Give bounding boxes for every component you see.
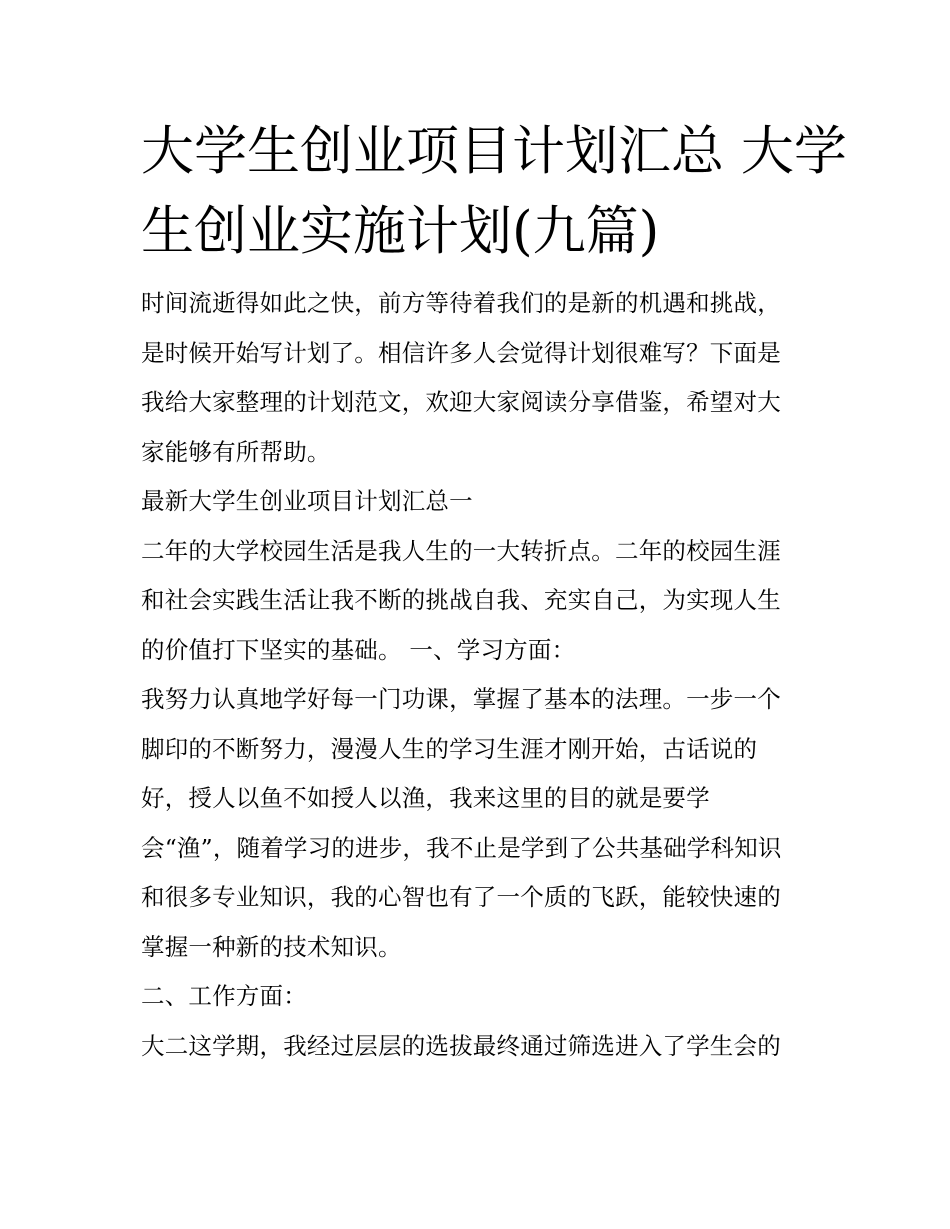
title-line: 大学生创业项目计划汇总 大学 bbox=[141, 121, 847, 182]
paragraph-line: 我给大家整理的计划范文，欢迎大家阅读分享借鉴，希望对大 bbox=[141, 388, 781, 416]
paragraph-line: 掌握一种新的技术知识。 bbox=[141, 932, 402, 961]
title-line: 生创业实施计划(九篇) bbox=[141, 201, 660, 262]
section-heading: 二、工作方面： bbox=[141, 982, 307, 1010]
document-title bbox=[141, 112, 847, 272]
paragraph-line: 二年的大学校园生活是我人生的一大转折点。二年的校园生涯 bbox=[141, 536, 781, 565]
paragraph-line: 好，授人以鱼不如授人以渔，我来这里的目的就是要学 bbox=[141, 784, 710, 812]
paragraph-line: 的价值打下坚实的基础。 一、学习方面： bbox=[141, 635, 576, 664]
document-body bbox=[141, 279, 821, 1071]
paragraph-line: 时间流逝得如此之快，前方等待着我们的是新的机遇和挑战， bbox=[141, 289, 781, 317]
paragraph-line: 会“渔”，随着学习的进步，我不止是学到了公共基础学科知识 bbox=[141, 833, 782, 862]
paragraph-line: 家能够有所帮助。 bbox=[141, 437, 331, 466]
section-heading: 最新大学生创业项目计划汇总一 bbox=[141, 487, 473, 515]
paragraph-line: 和社会实践生活让我不断的挑战自我、充实自己，为实现人生 bbox=[141, 586, 781, 614]
paragraph-line: 和很多专业知识，我的心智也有了一个质的飞跃，能较快速的 bbox=[141, 883, 781, 911]
paragraph-line: 脚印的不断努力，漫漫人生的学习生涯才刚开始，古话说的 bbox=[141, 734, 758, 763]
paragraph-line: 是时候开始写计划了。相信许多人会觉得计划很难写？下面是 bbox=[141, 338, 781, 367]
paragraph-line: 我努力认真地学好每一门功课，掌握了基本的法理。一步一个 bbox=[141, 685, 781, 713]
paragraph-line: 大二这学期，我经过层层的选拔最终通过筛选进入了学生会的 bbox=[141, 1031, 781, 1060]
